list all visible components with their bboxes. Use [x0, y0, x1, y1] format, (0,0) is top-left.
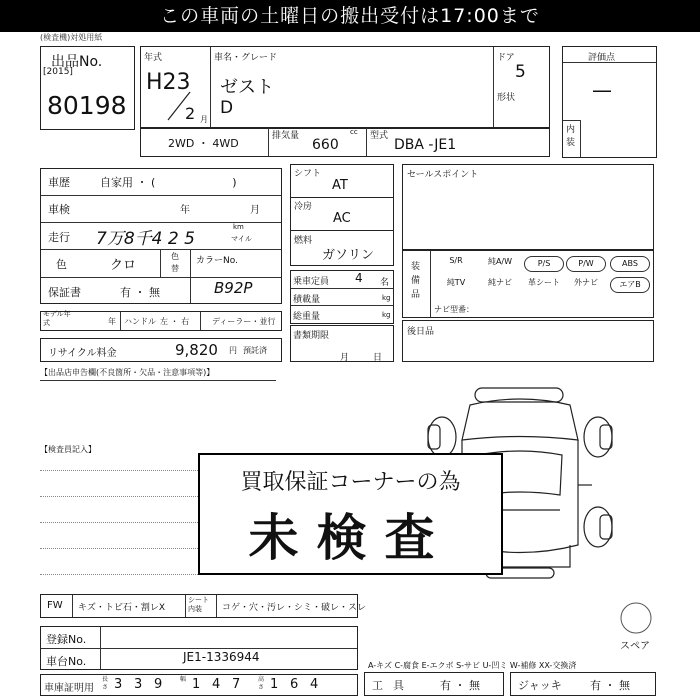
history-label: 車歴: [48, 176, 70, 189]
displacement-label: 排気量: [272, 131, 300, 141]
model-year-label: モデル年式: [43, 310, 71, 327]
history-value: 自家用 ・ ( ): [100, 176, 237, 189]
color-value: クロ: [110, 258, 137, 273]
equipment-row2-item: 純TV: [446, 278, 466, 287]
month-unit: 月: [200, 115, 208, 124]
gross-unit: kg: [382, 311, 391, 319]
fw-label: FW: [47, 600, 63, 611]
damage-legend: A-キズ C-腐食 E-エクボ S-サビ U-凹ミ W-補修 XX-交換済: [368, 661, 577, 670]
not-inspected-stamp: [198, 453, 503, 575]
cert-digit: 9: [154, 677, 163, 692]
model-year-unit: 年: [108, 317, 116, 326]
type-code: DBA -JE1: [394, 137, 457, 153]
equipment-row2-item: 外ナビ: [574, 278, 598, 287]
recycle-status: 預託済: [243, 346, 267, 355]
exhibitor-note-label: 【出品店申告欄(不良箇所・欠品・注意事項等)】: [40, 368, 215, 377]
recycle-unit: 円: [229, 346, 237, 355]
inspection-year-unit: 年: [180, 205, 190, 216]
cert-sublabel: 幅: [180, 676, 187, 683]
inspection-label: 車検: [48, 203, 70, 216]
cert-label: 車庫証明用: [44, 683, 94, 694]
after-market-label: 後日品: [407, 327, 435, 337]
load-label: 積載量: [293, 295, 321, 305]
cert-digit: 6: [290, 677, 299, 692]
capacity-unit: 名: [380, 278, 390, 288]
warranty-value: 有 ・ 無: [120, 286, 160, 299]
color-code: B92P: [214, 279, 253, 297]
recycle-value: 9,820: [175, 341, 218, 359]
shift-label: シフト: [294, 169, 322, 179]
equipment-row1-item: ABS: [610, 256, 650, 272]
header-note: (検査機)対処用紙: [40, 33, 103, 42]
fuel-label: 燃料: [294, 236, 313, 246]
equipment-row1-item: S/R: [449, 256, 463, 265]
equipment-row1-item: P/W: [566, 256, 606, 272]
cert-digit: 7: [232, 677, 241, 692]
seat-value: コゲ・穴・汚レ・シミ・破レ・スレ: [222, 603, 367, 613]
cert-digit: 3: [114, 677, 123, 692]
type-label: 型式: [370, 131, 389, 141]
gross-label: 総重量: [293, 312, 321, 322]
spare-tire-icon: [618, 600, 654, 636]
seat-label: シート内装: [188, 596, 209, 613]
chassis-label: 車台No.: [46, 655, 87, 668]
equipment-row2-item: 革シート: [528, 278, 560, 287]
sales-point-label: セールスポイント: [407, 170, 479, 180]
shift-value: AT: [332, 178, 348, 193]
registration-label: 登録No.: [46, 633, 87, 646]
jack-value: 有 ・ 無: [590, 679, 630, 692]
cert-sublabel: 長さ: [102, 676, 109, 691]
spare-label: スペア: [620, 641, 650, 652]
stamp-line2: 未検査: [248, 509, 453, 567]
tools-label: 工具: [372, 679, 414, 692]
cert-digit: 4: [212, 677, 221, 692]
lot-box: [40, 46, 135, 130]
load-unit: kg: [382, 294, 391, 302]
fuel-value: ガソリン: [322, 248, 375, 263]
equipment-row2-item: 純ナビ: [488, 278, 512, 287]
color-label: 色: [56, 258, 67, 271]
navi-label: ナビ型番：: [434, 305, 474, 314]
cc-unit: cc: [350, 128, 358, 136]
color-code-label: カラーNo.: [196, 256, 238, 266]
tools-value: 有 ・ 無: [440, 679, 480, 692]
jack-label: ジャッキ: [518, 679, 562, 692]
capacity-value: 4: [355, 271, 363, 285]
km-unit: km: [233, 223, 244, 231]
cert-digit: 1: [192, 677, 201, 692]
displacement-value: 660: [312, 137, 339, 153]
cert-digit: 3: [134, 677, 143, 692]
interior-label: 内装: [566, 125, 576, 148]
equipment-label: 装備品: [411, 262, 421, 300]
doc-month-unit: 月: [340, 353, 350, 363]
era-year: H23: [146, 70, 191, 95]
mile-unit: マイル: [231, 235, 252, 243]
stamp-line1: 買取保証コーナーの為: [240, 470, 461, 495]
inspection-month-unit: 月: [250, 205, 260, 216]
model-name: ゼスト: [220, 77, 274, 98]
cert-sublabel: 高さ: [258, 676, 265, 691]
cert-digit: 1: [270, 677, 279, 692]
handle-value: 左 ・ 右: [160, 317, 190, 326]
recycle-label: リサイクル料金: [48, 348, 117, 359]
fw-value: キズ・トビ石・割レX: [78, 603, 165, 613]
top-banner: この車両の土曜日の搬出受付は17:00まで: [0, 0, 700, 32]
inspector-note-label: 【検査員記入】: [40, 445, 96, 454]
capacity-label: 乗車定員: [293, 277, 330, 287]
ac-value: AC: [333, 211, 351, 226]
lot-number: 80198: [47, 91, 127, 120]
ac-label: 冷房: [294, 202, 313, 212]
after-market-box: [402, 320, 654, 362]
equipment-row1-item: P/S: [524, 256, 564, 272]
shape-label: 形状: [497, 93, 516, 103]
doc-day-unit: 日: [373, 353, 383, 363]
mileage-label: 走行: [48, 231, 70, 244]
color-change-label: 色替: [171, 252, 179, 273]
rating-value: —: [592, 78, 612, 102]
model-label: 車名・グレード: [214, 53, 278, 63]
lot-label: 出品No.: [51, 54, 103, 70]
cert-digit: 4: [310, 677, 319, 692]
equipment-row2-item: エアB: [610, 277, 650, 293]
model-grade: D: [220, 98, 234, 118]
warranty-label: 保証書: [48, 286, 81, 299]
year-label: 年式: [144, 53, 163, 63]
doc-deadline-label: 書類期限: [293, 331, 330, 341]
rating-label: 評価点: [588, 53, 616, 63]
lot-year-tag: [2015]: [43, 67, 73, 77]
chassis-number: JE1-1336944: [183, 650, 260, 664]
handle-label: ハンドル: [124, 317, 156, 326]
drive-type: 2WD ・ 4WD: [168, 137, 239, 150]
door-value: 5: [515, 62, 526, 82]
equipment-row1-item: 純A/W: [487, 257, 513, 266]
mileage-value: 7万8千4 2 5: [96, 229, 195, 249]
dealer-label: ディーラー・並行: [212, 317, 276, 326]
year-month: 2: [185, 104, 196, 123]
door-label: ドア: [497, 53, 515, 63]
